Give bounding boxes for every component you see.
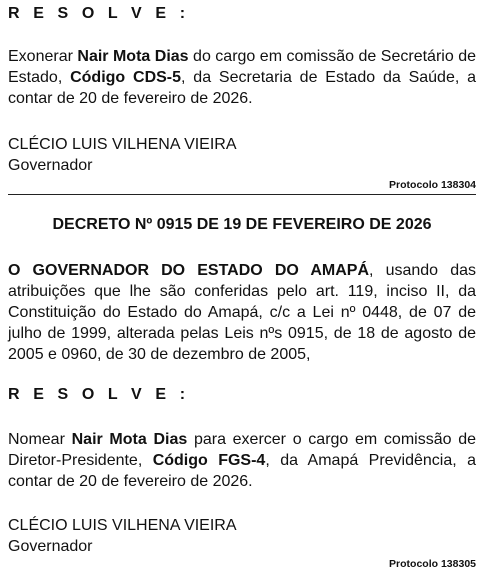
resolve-heading: R E S O L V E : bbox=[8, 386, 190, 403]
protocol-number: Protocolo 138305 bbox=[389, 558, 476, 570]
position-code: Código FGS-4 bbox=[152, 452, 266, 469]
person-name: Nair Mota Dias bbox=[71, 431, 188, 448]
authority-name: O GOVERNADOR DO ESTADO DO AMAPÁ bbox=[8, 262, 370, 279]
resolution-text-part: para exercer o cargo em comissão de Diretor-Presidente, bbox=[8, 431, 477, 469]
resolution-text bbox=[8, 46, 476, 109]
position-code: Código CDS-5 bbox=[70, 69, 182, 86]
resolution-text-part: Nomear bbox=[8, 431, 72, 448]
decree-title: DECRETO Nº 0915 DE 19 DE FEVEREIRO DE 2026 bbox=[52, 216, 432, 233]
resolution-text-part: Exonerar bbox=[8, 48, 78, 65]
decree-preamble bbox=[8, 260, 476, 365]
resolution-text bbox=[8, 429, 476, 492]
section-divider bbox=[8, 194, 476, 195]
protocol-number: Protocolo 138304 bbox=[389, 179, 476, 191]
signatory-name: CLÉCIO LUIS VILHENA VIEIRA bbox=[8, 136, 237, 153]
person-name: Nair Mota Dias bbox=[77, 48, 189, 65]
signatory-role: Governador bbox=[8, 538, 93, 555]
preamble-text: , usando das atribuições que lhe são conferidas pelo art. 119, inciso II, da Constituição do Estado do Amapá, c/c a Lei nº 0448, de 07 de julho de 1999, alterada pelas Leis nºs 0915, de 18 de agosto de 2005 e 0960, de 30 de dezembro de 2005, bbox=[8, 262, 476, 363]
resolution-text-part: , da Secretaria de Estado da Saúde, a contar de 20 de fevereiro de 2026. bbox=[8, 69, 477, 107]
signatory-name: CLÉCIO LUIS VILHENA VIEIRA bbox=[8, 517, 237, 534]
resolution-text-part: do cargo em comissão de Secretário de Estado, bbox=[8, 48, 476, 86]
signatory-role: Governador bbox=[8, 157, 93, 174]
resolution-text-part: , da Amapá Previdência, a contar de 20 de fevereiro de 2026. bbox=[8, 452, 477, 490]
resolve-heading: R E S O L V E : bbox=[8, 5, 190, 22]
